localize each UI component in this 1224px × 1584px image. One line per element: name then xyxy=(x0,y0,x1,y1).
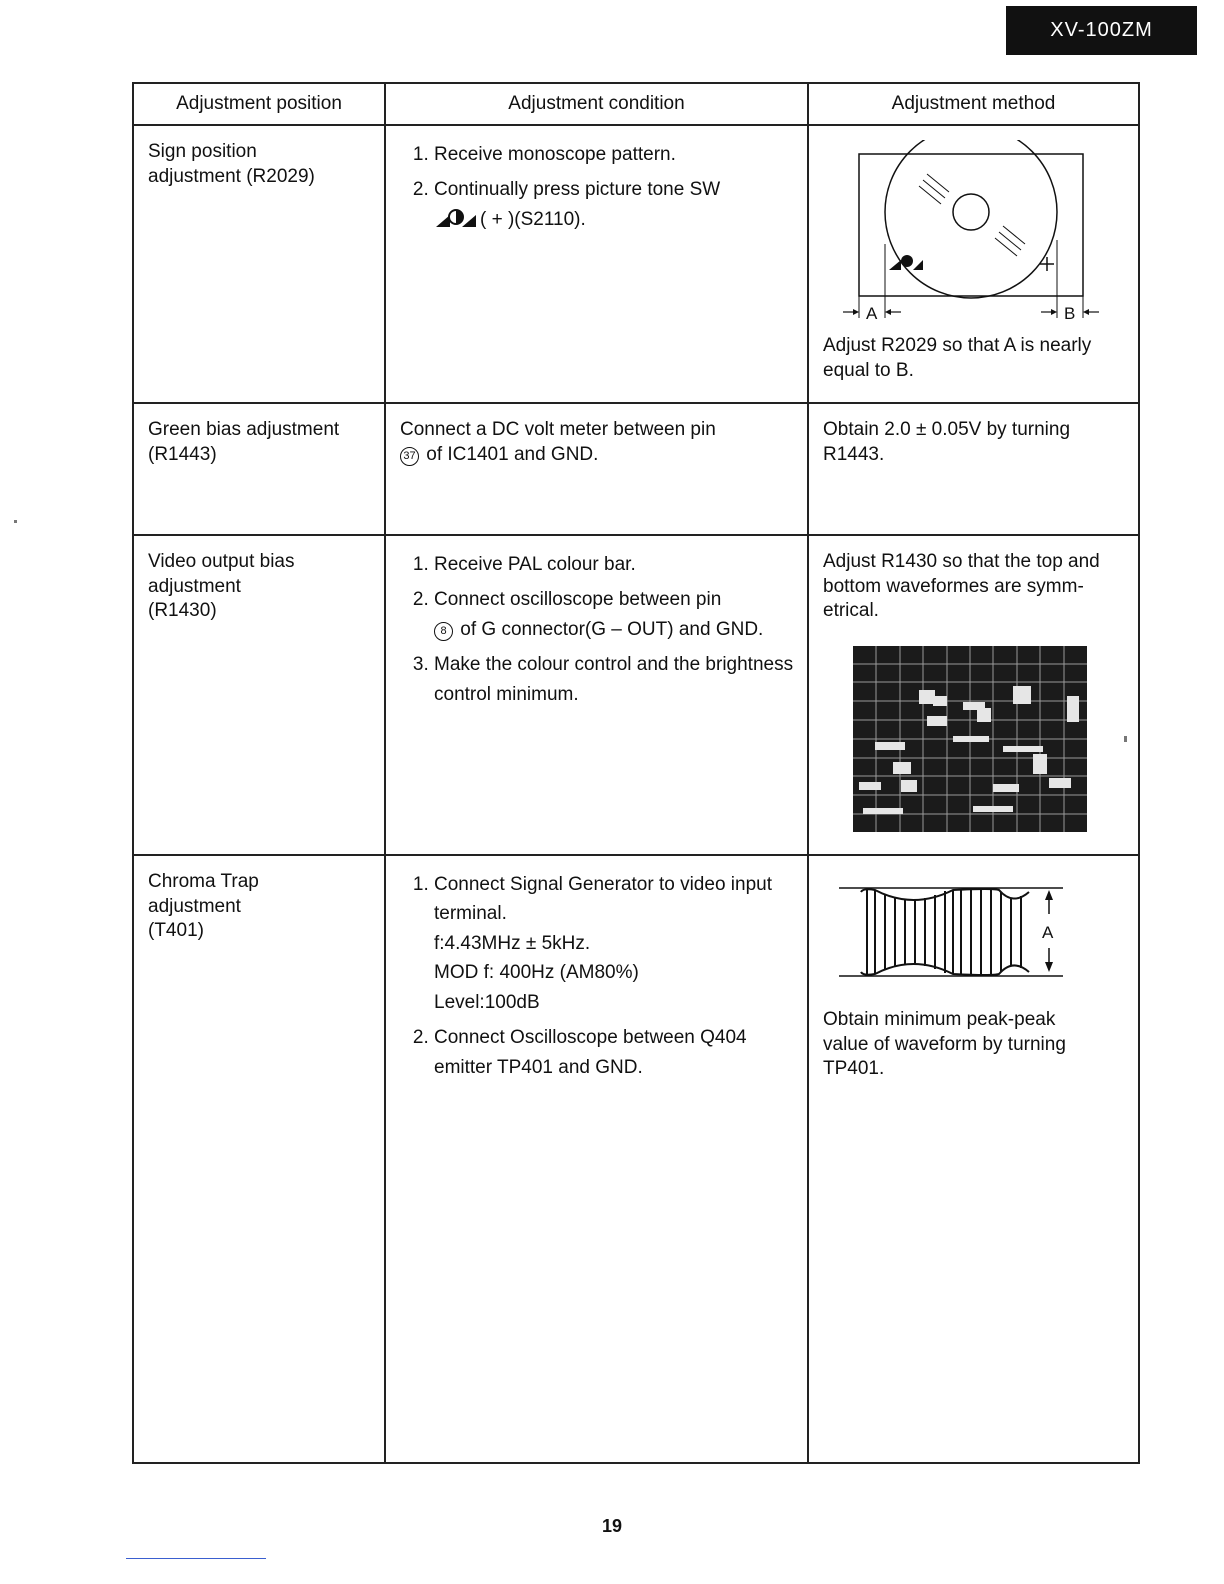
label-a: A xyxy=(866,304,878,323)
method-cell xyxy=(808,535,1139,855)
condition-cell xyxy=(385,125,808,403)
scan-speck xyxy=(14,520,17,523)
step-text: 2. Continually press picture tone SW xyxy=(434,179,721,201)
condition-cell xyxy=(385,403,808,535)
step-text: 1. Connect Signal Generator to video input terminal. xyxy=(434,874,772,925)
switch-label: ( + )(S2110). xyxy=(480,208,586,230)
method-cell xyxy=(808,125,1139,403)
label-a: A xyxy=(1042,923,1054,942)
table-row xyxy=(133,403,1139,535)
method-line: R1443. xyxy=(823,443,885,465)
position-line: (R1430) xyxy=(148,600,217,622)
condition-steps xyxy=(400,870,795,1082)
method-line: bottom waveformes are symm- xyxy=(823,575,1084,597)
condition-line xyxy=(400,443,795,468)
method-line: TP401. xyxy=(823,1058,885,1080)
method-line: Adjust R1430 so that the top and xyxy=(823,551,1100,572)
position-line: adjustment (R2029) xyxy=(148,165,315,187)
condition-cell xyxy=(385,535,808,855)
condition-text: of IC1401 and GND. xyxy=(426,443,599,465)
step-continuation xyxy=(434,205,795,234)
step-item: 1. Receive monoscope pattern. xyxy=(434,140,795,169)
step-item xyxy=(434,870,795,1017)
header-adjustment-condition: Adjustment condition xyxy=(385,83,808,125)
table-row xyxy=(133,535,1139,855)
picture-tone-icon xyxy=(434,207,478,229)
position-cell xyxy=(133,403,385,535)
pin-number-badge: 8 xyxy=(434,622,453,641)
header-adjustment-position: Adjustment position xyxy=(133,83,385,125)
step-detail: Level:100dB xyxy=(434,991,540,1013)
model-label: XV-100ZM xyxy=(1006,6,1197,55)
method-line: value of waveform by turning xyxy=(823,1033,1066,1055)
page-number: 19 xyxy=(601,1516,623,1536)
method-cell xyxy=(808,403,1139,535)
monoscope-diagram xyxy=(823,140,1123,330)
step-item: 1. Receive PAL colour bar. xyxy=(434,550,795,579)
method-line: Obtain 2.0 ± 0.05V by turning xyxy=(823,419,1071,440)
step-detail: f:4.43MHz ± 5kHz. xyxy=(434,932,591,954)
table-header-row xyxy=(133,83,1139,125)
step-continuation xyxy=(434,615,795,644)
position-cell xyxy=(133,125,385,403)
position-line: Video output bias xyxy=(148,551,295,572)
position-line: adjustment xyxy=(148,575,241,597)
step-item: 2. Connect Oscilloscope between Q404 emitter TP401 and GND. xyxy=(434,1023,795,1082)
table-row xyxy=(133,855,1139,1463)
step-detail: MOD f: 400Hz (AM80%) xyxy=(434,962,639,984)
table-row xyxy=(133,125,1139,403)
position-line: Green bias adjustment xyxy=(148,419,340,440)
position-line: (R1443) xyxy=(148,443,217,465)
header-adjustment-method: Adjustment method xyxy=(808,83,1139,125)
step-text: 2. Connect oscilloscope between pin xyxy=(434,589,722,611)
chroma-waveform-diagram xyxy=(823,870,1123,988)
method-line: etrical. xyxy=(823,600,879,622)
label-b: B xyxy=(1064,304,1076,323)
condition-steps xyxy=(400,140,795,234)
position-cell xyxy=(133,855,385,1463)
condition-line: Connect a DC volt meter between pin xyxy=(400,419,716,440)
condition-steps xyxy=(400,550,795,709)
method-cell xyxy=(808,855,1139,1463)
step-item xyxy=(434,585,795,644)
position-line: Chroma Trap xyxy=(148,871,259,892)
scan-speck xyxy=(1124,736,1127,742)
adjustment-table xyxy=(132,82,1140,1464)
pin-number-badge: 37 xyxy=(400,447,419,466)
step-text: of G connector(G – OUT) and GND. xyxy=(460,618,764,640)
oscilloscope-photo xyxy=(853,646,1153,836)
position-cell xyxy=(133,535,385,855)
step-item xyxy=(434,175,795,234)
step-item: 3. Make the colour control and the brightness control minimum. xyxy=(434,650,795,709)
method-text: Adjust R2029 so that A is nearly equal to B. xyxy=(823,335,1092,381)
position-line: (T401) xyxy=(148,920,204,942)
condition-cell xyxy=(385,855,808,1463)
position-line: Sign position xyxy=(148,141,257,162)
method-line: Obtain minimum peak-peak xyxy=(823,1009,1056,1030)
footer-rule xyxy=(126,1558,266,1559)
position-line: adjustment xyxy=(148,895,241,917)
